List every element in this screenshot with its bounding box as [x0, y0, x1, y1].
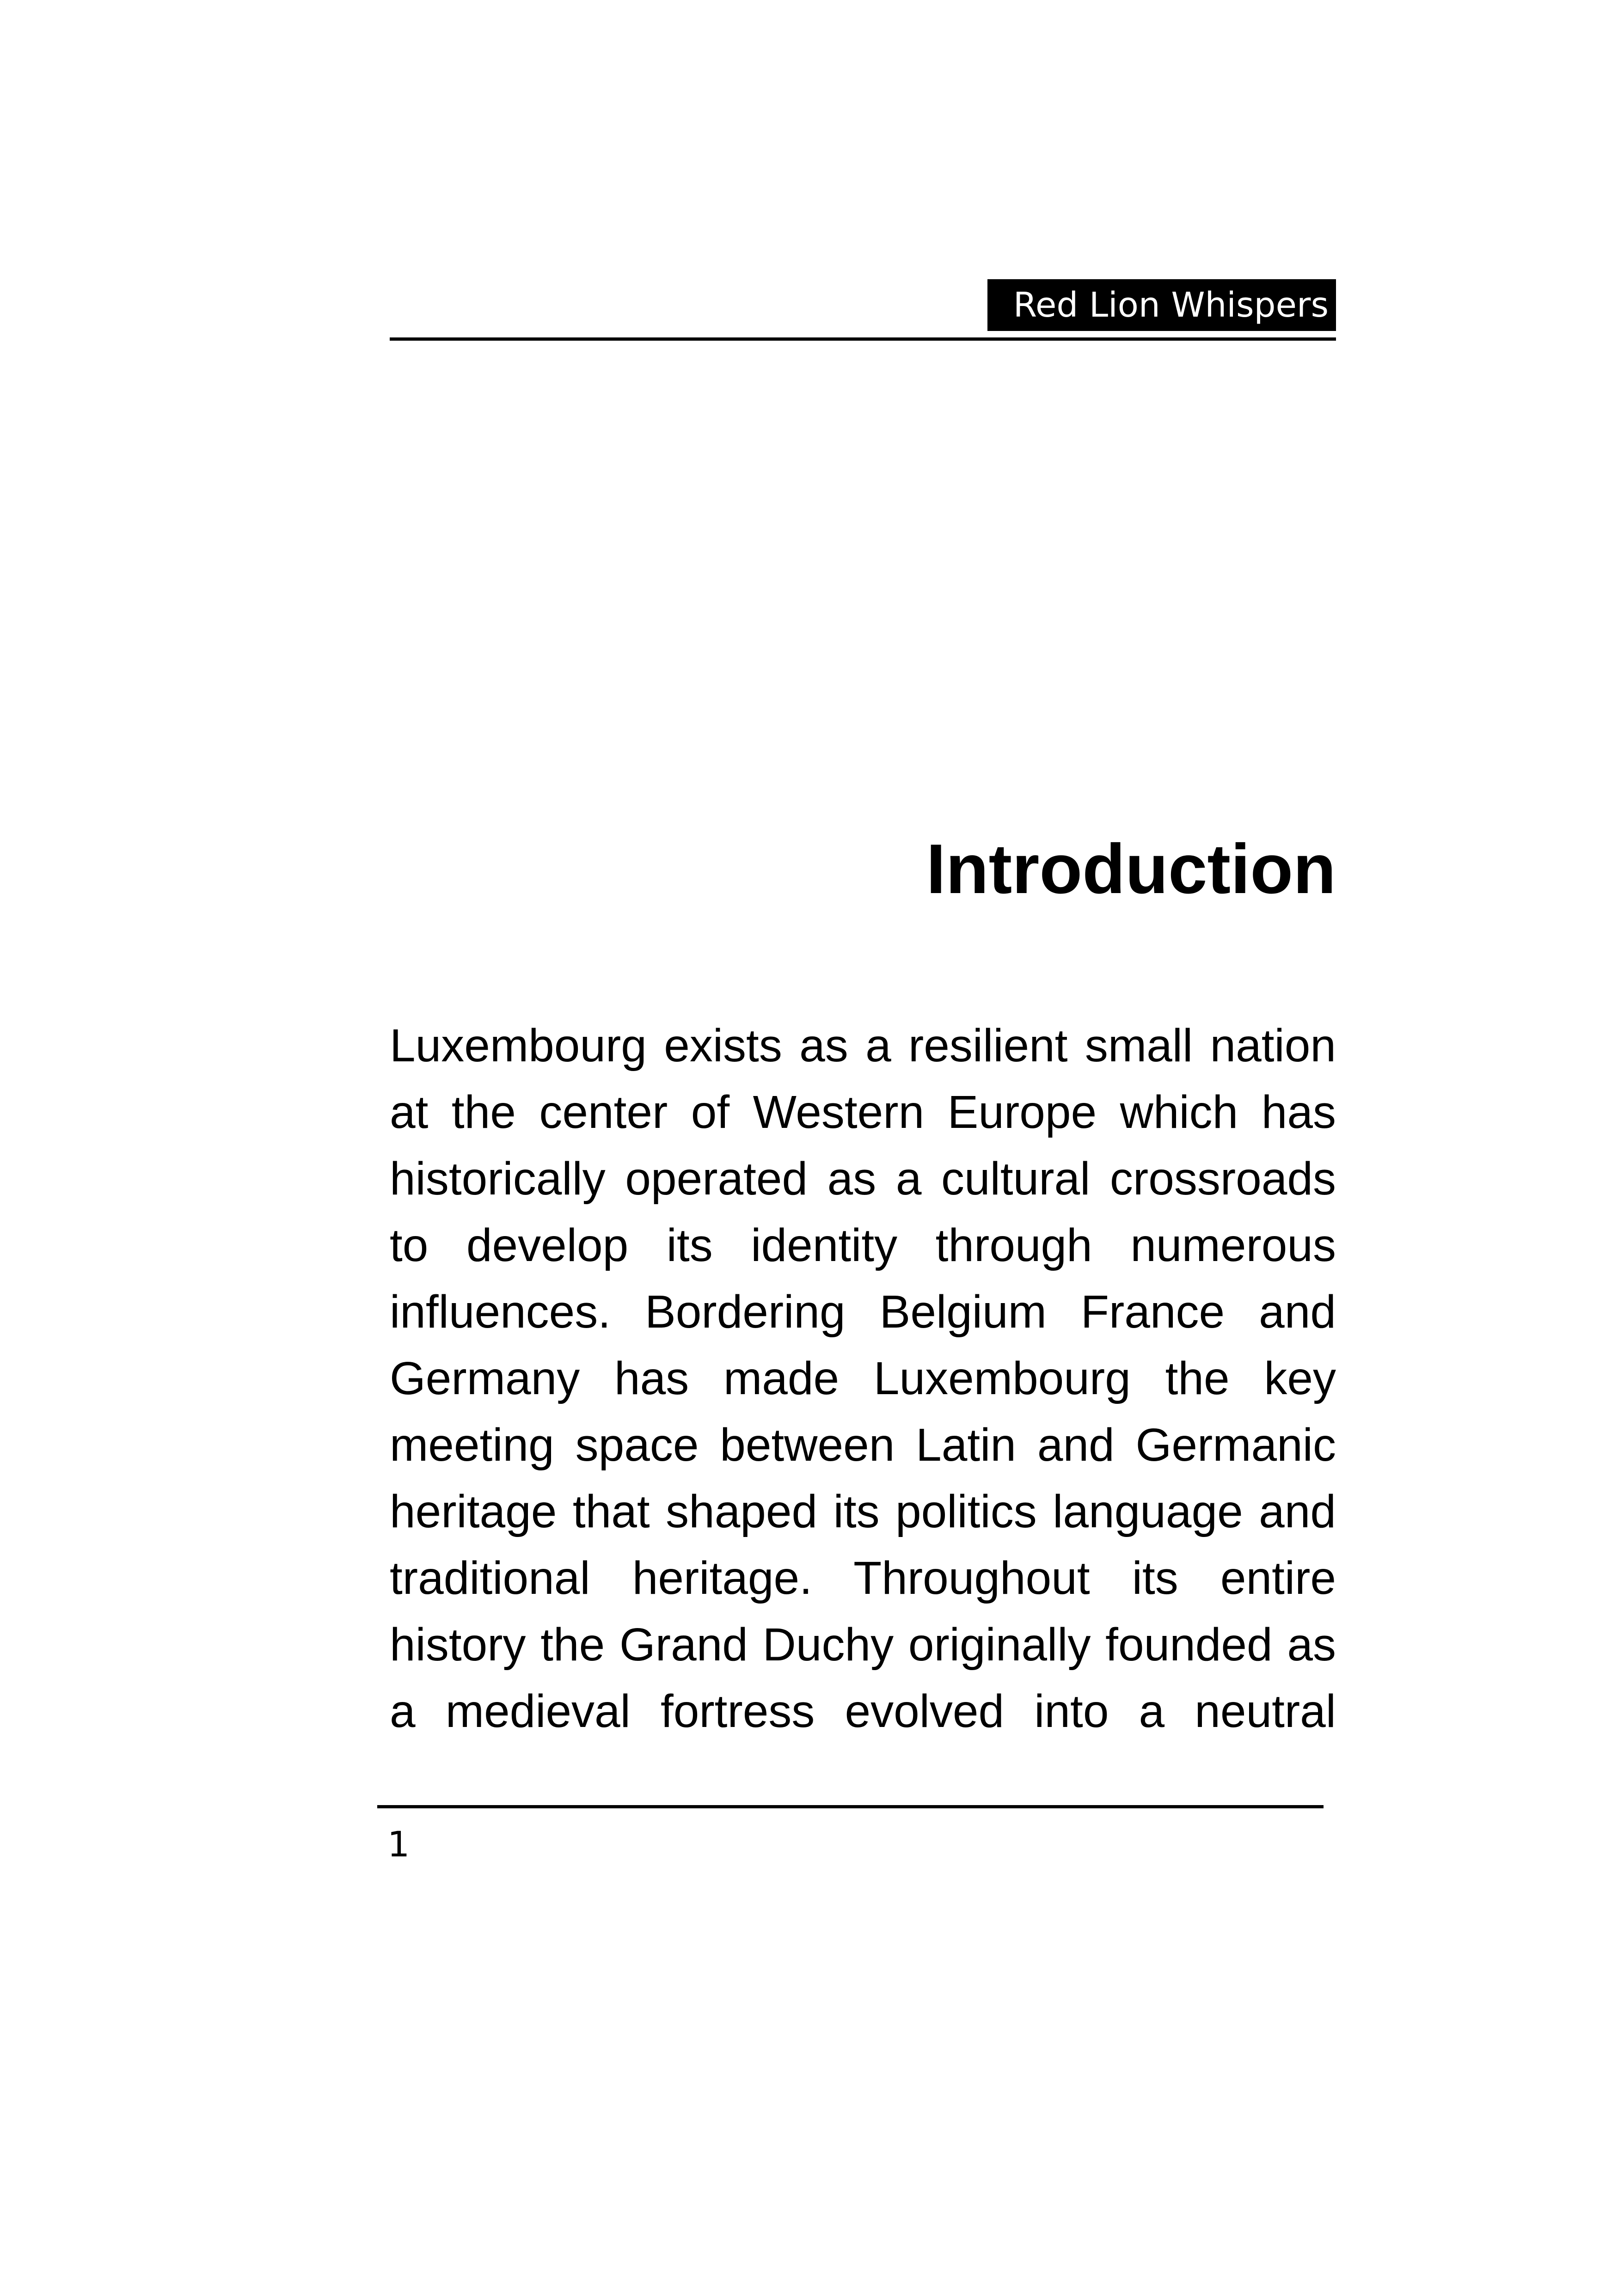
body-line: Luxembourg exists as a resilient small nation [390, 1020, 1336, 1071]
body-line: at the center of Western Europe which has [390, 1086, 1336, 1138]
chapter-title: Introduction [926, 830, 1336, 908]
body-line: traditional heritage. Throughout its entire [390, 1552, 1336, 1604]
body-line: meeting space between Latin and Germanic [390, 1419, 1336, 1471]
body-line: history the Grand Duchy originally founded as [390, 1619, 1336, 1671]
body-line: Germany has made Luxembourg the key [390, 1353, 1336, 1404]
body-line: a medieval fortress evolved into a neutral [390, 1685, 1336, 1737]
body-line: heritage that shaped its politics language and [390, 1486, 1336, 1537]
body-line: influences. Bordering Belgium France and [390, 1286, 1336, 1338]
body-paragraph [390, 1012, 1336, 1745]
footer-divider [377, 1805, 1324, 1808]
body-line: historically operated as a cultural crossroads [390, 1153, 1336, 1205]
running-header-title: Red Lion Whispers [987, 279, 1336, 331]
page-number: 1 [387, 1824, 410, 1865]
body-line: to develop its identity through numerous [390, 1219, 1336, 1271]
header-divider [390, 337, 1336, 341]
